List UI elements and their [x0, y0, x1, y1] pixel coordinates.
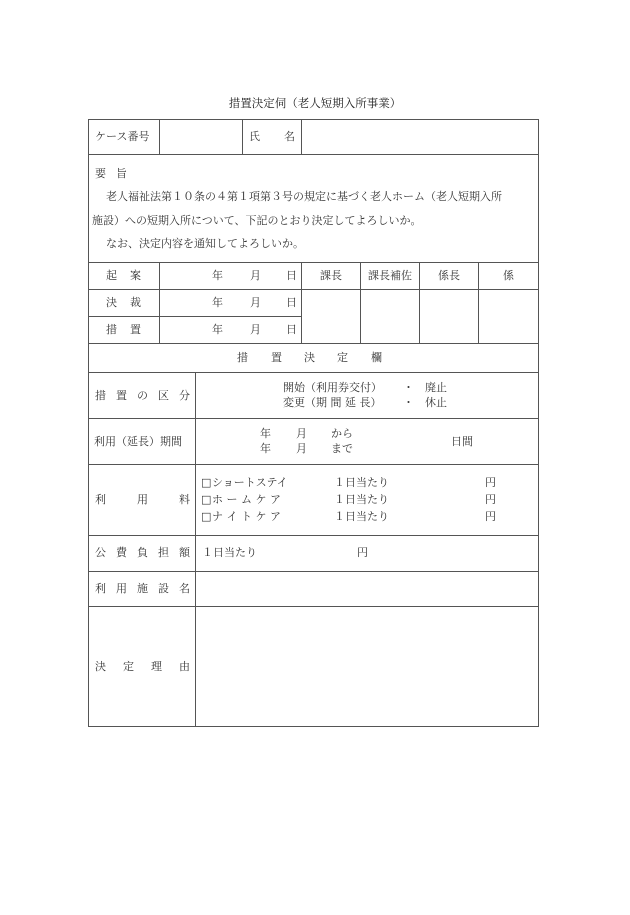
to-suffix: まで	[331, 442, 353, 455]
fee-item-name: ナ イ ト ケ ア	[212, 510, 281, 523]
table-border-right	[538, 119, 539, 727]
section-heading-char: 欄	[371, 351, 382, 364]
to-year: 年	[260, 442, 271, 455]
day-label: 日	[286, 296, 297, 309]
label-char: 料	[179, 493, 190, 506]
fee-unit: 円	[485, 493, 496, 506]
summary-heading-2: 旨	[116, 167, 127, 180]
fee-item-name: ショートステイ	[212, 476, 288, 489]
row-divider	[88, 372, 539, 373]
label-char: 施	[137, 582, 148, 595]
label-char: 負	[137, 546, 148, 559]
measure-type-label	[95, 390, 190, 401]
stamp-header-subsection-chief: 係長	[438, 269, 460, 282]
label-char: 額	[179, 546, 190, 559]
label-char: 置	[116, 389, 127, 402]
reason-label	[95, 661, 190, 672]
label-char: 措	[95, 389, 106, 402]
from-suffix: から	[331, 427, 353, 440]
public-burden-unit: 円	[357, 546, 368, 559]
label-char: 名	[179, 582, 190, 595]
approval-label: 案	[130, 269, 141, 282]
stamp-header-section-chief: 課長	[320, 269, 342, 282]
section-heading-char: 措	[237, 351, 248, 364]
section-heading-char: 定	[337, 351, 348, 364]
col-divider	[159, 262, 160, 343]
option-abolish[interactable]: 廃止	[425, 381, 447, 394]
label-char: 用	[116, 582, 127, 595]
stamp-header-deputy-chief: 課長補佐	[368, 269, 412, 282]
section-heading-char: 置	[271, 351, 282, 364]
fee-unit: 円	[485, 510, 496, 523]
label-char: 設	[158, 582, 169, 595]
case-number-field[interactable]	[160, 120, 241, 154]
approval-label: 起	[106, 269, 117, 282]
summary-text-line1: 老人福祉法第１０条の４第１項第３号の規定に基づく老人ホーム（老人短期入所	[106, 190, 502, 203]
summary-heading-1: 要	[95, 167, 106, 180]
facility-label	[95, 583, 190, 594]
row-divider	[88, 418, 539, 419]
document-title: 措置決定伺（老人短期入所事業）	[228, 96, 402, 110]
summary-text-line2: 施設）への短期入所について、下記のとおり決定してよろしいか。	[92, 214, 422, 227]
label-char: 分	[179, 389, 190, 402]
label-char: 用	[137, 493, 148, 506]
bullet: ・	[403, 396, 414, 409]
checkbox-short-stay[interactable]: □	[201, 476, 212, 489]
stamp-box[interactable]	[361, 290, 419, 343]
row-divider	[88, 343, 539, 344]
to-month: 月	[296, 442, 307, 455]
row-divider	[88, 464, 539, 465]
month-label: 月	[250, 269, 261, 282]
from-month: 月	[296, 427, 307, 440]
section-heading-char: 決	[304, 351, 315, 364]
col-divider	[242, 119, 243, 154]
label-char: 担	[158, 546, 169, 559]
stamp-box[interactable]	[302, 290, 360, 343]
fee-per-day: １日当たり	[334, 493, 389, 506]
year-label: 年	[212, 323, 223, 336]
table-border-bottom	[88, 726, 539, 727]
bullet: ・	[403, 381, 414, 394]
fee-label	[95, 494, 190, 505]
decision-label: 裁	[130, 296, 141, 309]
label-char: 利	[95, 582, 106, 595]
name-label-1: 氏	[249, 130, 260, 143]
label-char: 決	[95, 660, 106, 673]
label-char: 公	[95, 546, 106, 559]
stamp-box[interactable]	[479, 290, 538, 343]
year-label: 年	[212, 269, 223, 282]
label-char: 由	[179, 660, 190, 673]
public-burden-per-day: １日当たり	[202, 546, 257, 559]
from-year: 年	[260, 427, 271, 440]
row-divider	[88, 316, 301, 317]
name-label-2: 名	[284, 130, 295, 143]
table-border-left	[88, 119, 89, 727]
fee-item-name: ホ ー ム ケ ア	[212, 493, 281, 506]
label-char: 区	[158, 389, 169, 402]
name-field[interactable]	[302, 120, 538, 154]
fee-per-day: １日当たり	[334, 476, 389, 489]
day-label: 日	[286, 323, 297, 336]
days-label: 日間	[451, 435, 473, 448]
summary-text-line3: なお、決定内容を通知してよろしいか。	[106, 237, 304, 250]
year-label: 年	[212, 296, 223, 309]
stamp-header-staff: 係	[503, 269, 514, 282]
month-label: 月	[250, 296, 261, 309]
case-number-label: ケース番号	[95, 130, 150, 143]
checkbox-home-care[interactable]: □	[201, 493, 212, 506]
row-divider	[88, 535, 539, 536]
option-start[interactable]: 開始（利用券交付）	[283, 381, 382, 394]
label-char: 定	[123, 660, 134, 673]
day-label: 日	[286, 269, 297, 282]
stamp-box[interactable]	[420, 290, 478, 343]
measure-label: 措	[106, 323, 117, 336]
label-char: の	[137, 389, 148, 402]
reason-field[interactable]	[196, 607, 538, 726]
fee-per-day: １日当たり	[334, 510, 389, 523]
public-burden-label	[95, 547, 190, 558]
facility-name-field[interactable]	[196, 572, 538, 606]
label-char: 費	[116, 546, 127, 559]
label-char: 理	[151, 660, 162, 673]
label-char: 利	[95, 493, 106, 506]
month-label: 月	[250, 323, 261, 336]
checkbox-night-care[interactable]: □	[201, 510, 212, 523]
option-change[interactable]: 変更（期 間 延 長）	[283, 396, 382, 409]
option-suspend[interactable]: 休止	[425, 396, 447, 409]
fee-unit: 円	[485, 476, 496, 489]
row-divider	[88, 262, 539, 263]
period-label: 利用（延長）期間	[94, 435, 182, 448]
decision-label: 決	[106, 296, 117, 309]
row-divider	[88, 154, 539, 155]
measure-label: 置	[130, 323, 141, 336]
